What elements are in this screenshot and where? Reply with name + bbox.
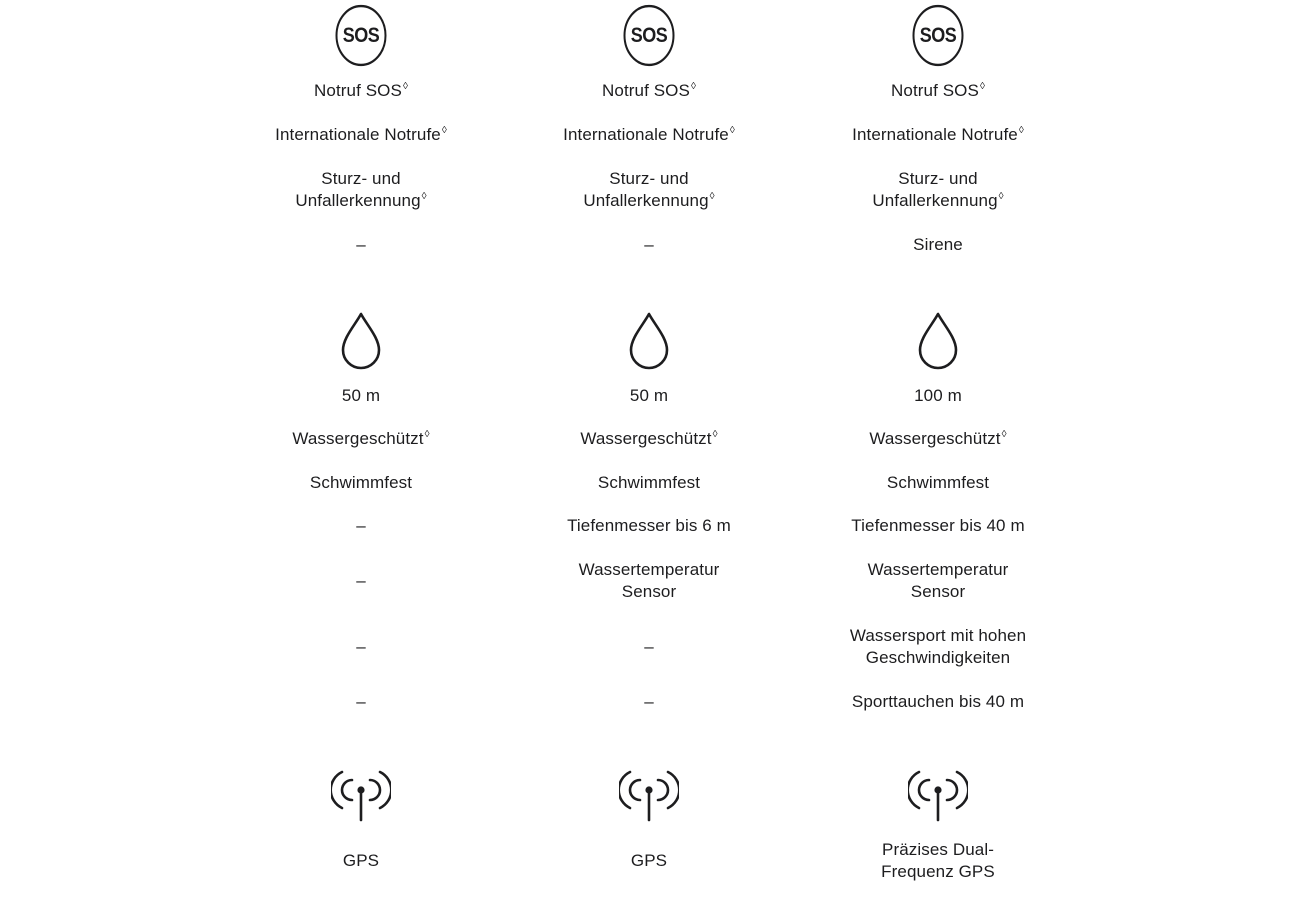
siren-feature: – [644, 235, 654, 254]
gps-antenna-icon [331, 768, 391, 824]
water-drop-icon [341, 312, 381, 370]
comparison-column-3 [794, 0, 1082, 900]
water-temperature-feature: Wassertemperatur Sensor [867, 560, 1009, 601]
siren-feature: Sirene [913, 235, 963, 254]
sos-feature: Notruf SOS◊ [314, 81, 408, 100]
international-emergency-feature: Internationale Notrufe◊ [852, 125, 1024, 144]
water-drop-icon [629, 312, 669, 370]
high-speed-water-sports-feature: – [356, 637, 366, 656]
recreational-diving-feature: Sporttauchen bis 40 m [851, 692, 1025, 711]
water-temperature-feature: Wassertemperatur Sensor [578, 560, 720, 601]
siren-feature: – [356, 235, 366, 254]
depth-gauge-feature: Tiefenmesser bis 40 m [851, 516, 1025, 535]
water-resistant-feature: Wassergeschützt◊ [292, 429, 430, 448]
fall-detection-feature: Sturz- und Unfallerkennung◊ [872, 169, 1004, 210]
gps-feature: GPS [342, 851, 380, 870]
sos-icon: SOS [913, 5, 964, 66]
fall-detection-feature: Sturz- und Unfallerkennung◊ [295, 169, 427, 210]
sos-icon: SOS [624, 5, 675, 66]
gps-feature: GPS [630, 851, 668, 870]
comparison-column-2 [505, 0, 793, 900]
swim-proof-feature: Schwimmfest [886, 473, 990, 492]
fall-detection-feature: Sturz- und Unfallerkennung◊ [583, 169, 715, 210]
comparison-column-1 [217, 0, 505, 900]
high-speed-water-sports-feature: – [644, 637, 654, 656]
depth-gauge-feature: Tiefenmesser bis 6 m [567, 516, 731, 535]
water-resistant-feature: Wassergeschützt◊ [580, 429, 718, 448]
international-emergency-feature: Internationale Notrufe◊ [563, 125, 735, 144]
gps-antenna-icon [619, 768, 679, 824]
depth-gauge-feature: – [356, 516, 366, 535]
swim-proof-feature: Schwimmfest [597, 473, 701, 492]
sos-icon: SOS [336, 5, 387, 66]
swim-proof-feature: Schwimmfest [309, 473, 413, 492]
water-temperature-feature: – [356, 571, 366, 590]
gps-antenna-icon [908, 768, 968, 824]
water-drop-icon [918, 312, 958, 370]
recreational-diving-feature: – [356, 692, 366, 711]
gps-feature: Präzises Dual- Frequenz GPS [881, 840, 995, 881]
water-depth-rating: 50 m [341, 386, 381, 405]
high-speed-water-sports-feature: Wassersport mit hohen Geschwindigkeiten [849, 626, 1027, 667]
sos-feature: Notruf SOS◊ [891, 81, 985, 100]
recreational-diving-feature: – [644, 692, 654, 711]
water-resistant-feature: Wassergeschützt◊ [869, 429, 1007, 448]
water-depth-rating: 100 m [914, 386, 962, 405]
water-depth-rating: 50 m [629, 386, 669, 405]
international-emergency-feature: Internationale Notrufe◊ [275, 125, 447, 144]
sos-feature: Notruf SOS◊ [602, 81, 696, 100]
